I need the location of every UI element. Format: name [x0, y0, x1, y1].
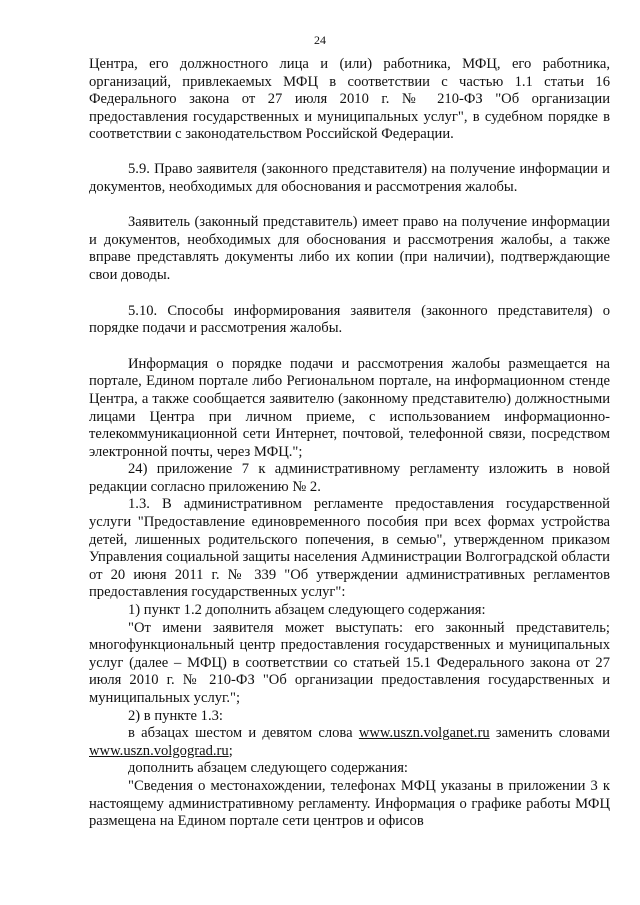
paragraph-representative-quote: "От имени заявителя может выступать: его законный представитель; многофункциональный центр предоставления государственных и муниципальных услуг (далее – МФЦ) в соответствии со статьей 15.1 Федерального закона от 27 июля 2010 г. № 210-ФЗ "Об организации предоставления государственных и муниципальных услуг."; — [89, 619, 610, 706]
paragraph-section-5-10-heading: 5.10. Способы информирования заявителя (законного представителя) о порядке подачи и рассмотрения жалобы. — [89, 302, 610, 337]
paragraph-complaint-info: Информация о порядке подачи и рассмотрения жалобы размещается на портале, Едином портале либо Региональном портале, на информационном стенде Центра, а также сообщается заявителю (законному представителю) должностными лицами Центра при личном приеме, с использованием информационно-телекоммуникационной сети Интернет, почтовой, телефонной связи, посредством электронной почты, через МФЦ."; — [89, 355, 610, 460]
paragraph-mfc-info-quote: "Сведения о местонахождении, телефонах МФЦ указаны в приложении 3 к настоящему административному регламенту. Информация о графике работы МФЦ размещена на Едином портале сети центров и офисов — [89, 777, 610, 830]
new-website-link[interactable]: www.uszn.volgograd.ru — [89, 742, 229, 759]
paragraph-section-1-3: 1.3. В административном регламенте предоставления государственной услуги "Предоставление единовременного пособия при всех формах устройства детей, лишенных родительского попечения, в семью", утвержденном приказом Управления социальной защиты населения Администрации Волгоградской области от 20 июня 2011 г. № 339 "Об утверждении административных регламентов предоставления государственных услуг": — [89, 496, 610, 601]
paragraph-complaint-court: Центра, его должностного лица и (или) работника, МФЦ, его работника, организаций, привлекаемых МФЦ в соответствии с частью 1.1 статьи 16 Федерального закона от 27 июля 2010 г. № 210-ФЗ "Об организации предоставления государственных и муниципальных услуг", в судебном порядке в соответствии с законодательством Российской Федерации. — [89, 56, 610, 143]
paragraph-add-content: дополнить абзацем следующего содержания: — [128, 760, 408, 777]
paragraph-applicant-rights: Заявитель (законный представитель) имеет право на получение информации и документов, необходимых для обоснования и рассмотрения жалобы, а также вправе представлять документы либо их копии (при наличии), подтверждающие свои доводы. — [89, 214, 610, 283]
replace-urls-text-before: в абзацах шестом и девятом слова — [128, 725, 359, 742]
replace-urls-text-after: ; — [228, 742, 233, 759]
page-number: 24 — [314, 33, 326, 47]
paragraph-section-5-9-heading: 5.9. Право заявителя (законного представителя) на получение информации и документов, необходимых для обоснования и рассмотрения жалобы. — [89, 160, 610, 195]
paragraph-item-1: 1) пункт 1.2 дополнить абзацем следующего содержания: — [128, 602, 486, 619]
document-body — [89, 56, 610, 831]
old-website-link[interactable]: www.uszn.volganet.ru — [358, 725, 490, 742]
replace-urls-text-middle: заменить словами — [489, 725, 610, 742]
paragraph-item-24: 24) приложение 7 к административному регламенту изложить в новой редакции согласно приложению № 2. — [89, 461, 610, 495]
paragraph-replace-urls — [89, 725, 610, 760]
paragraph-item-2: 2) в пункте 1.3: — [128, 707, 223, 724]
